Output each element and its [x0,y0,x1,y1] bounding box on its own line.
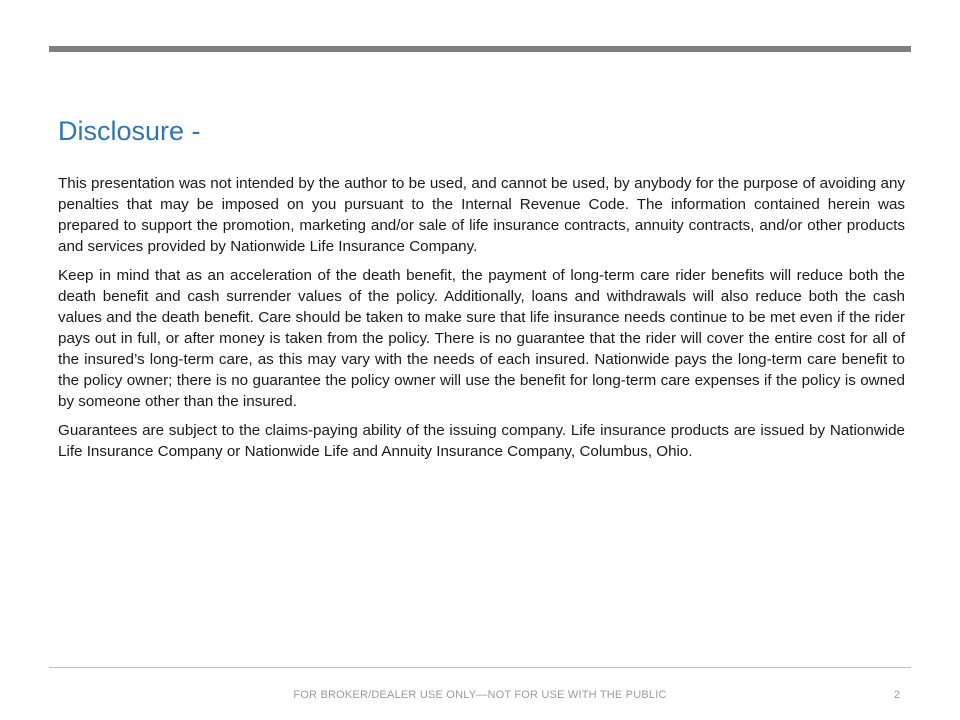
slide-title: Disclosure - [58,116,201,146]
footer-divider [49,667,911,668]
footer-disclaimer: FOR BROKER/DEALER USE ONLY—NOT FOR USE WITH THE PUBLIC [293,689,667,701]
disclosure-paragraph-1: This presentation was not intended by the author to be used, and cannot be used, by anybody for the purpose of avoiding any penalties that may be imposed on you pursuant to the Internal Revenue Code. The information contained herein was prepared to support the promotion, marketing and/or sale of life insurance contracts, annuity contracts, and/or other products and services provided by Nationwide Life Insurance Company. [58,175,905,255]
top-divider [49,46,911,52]
disclosure-body [58,173,905,470]
page-number: 2 [893,689,900,701]
disclosure-paragraph-2: Keep in mind that as an acceleration of the death benefit, the payment of long-term care rider benefits will reduce both the death benefit and cash surrender values of the policy. Additionally, loans and withdrawals will also reduce both the cash values and the death benefit. Care should be taken to make sure that life insurance needs continue to be met even if the rider pays out in full, or after money is taken from the policy. There is no guarantee that the rider will cover the entire cost for all of the insured’s long-term care, as this may vary with the needs of each insured. Nationwide pays the long-term care benefit to the policy owner; there is no guarantee the policy owner will use the benefit for long-term care expenses if the policy is owned by someone other than the insured. [58,267,905,410]
disclosure-paragraph-3: Guarantees are subject to the claims-paying ability of the issuing company. Life insurance products are issued by Nationwide Life Insurance Company or Nationwide Life and Annuity Insurance Company, Columbus, Ohio. [58,422,905,460]
